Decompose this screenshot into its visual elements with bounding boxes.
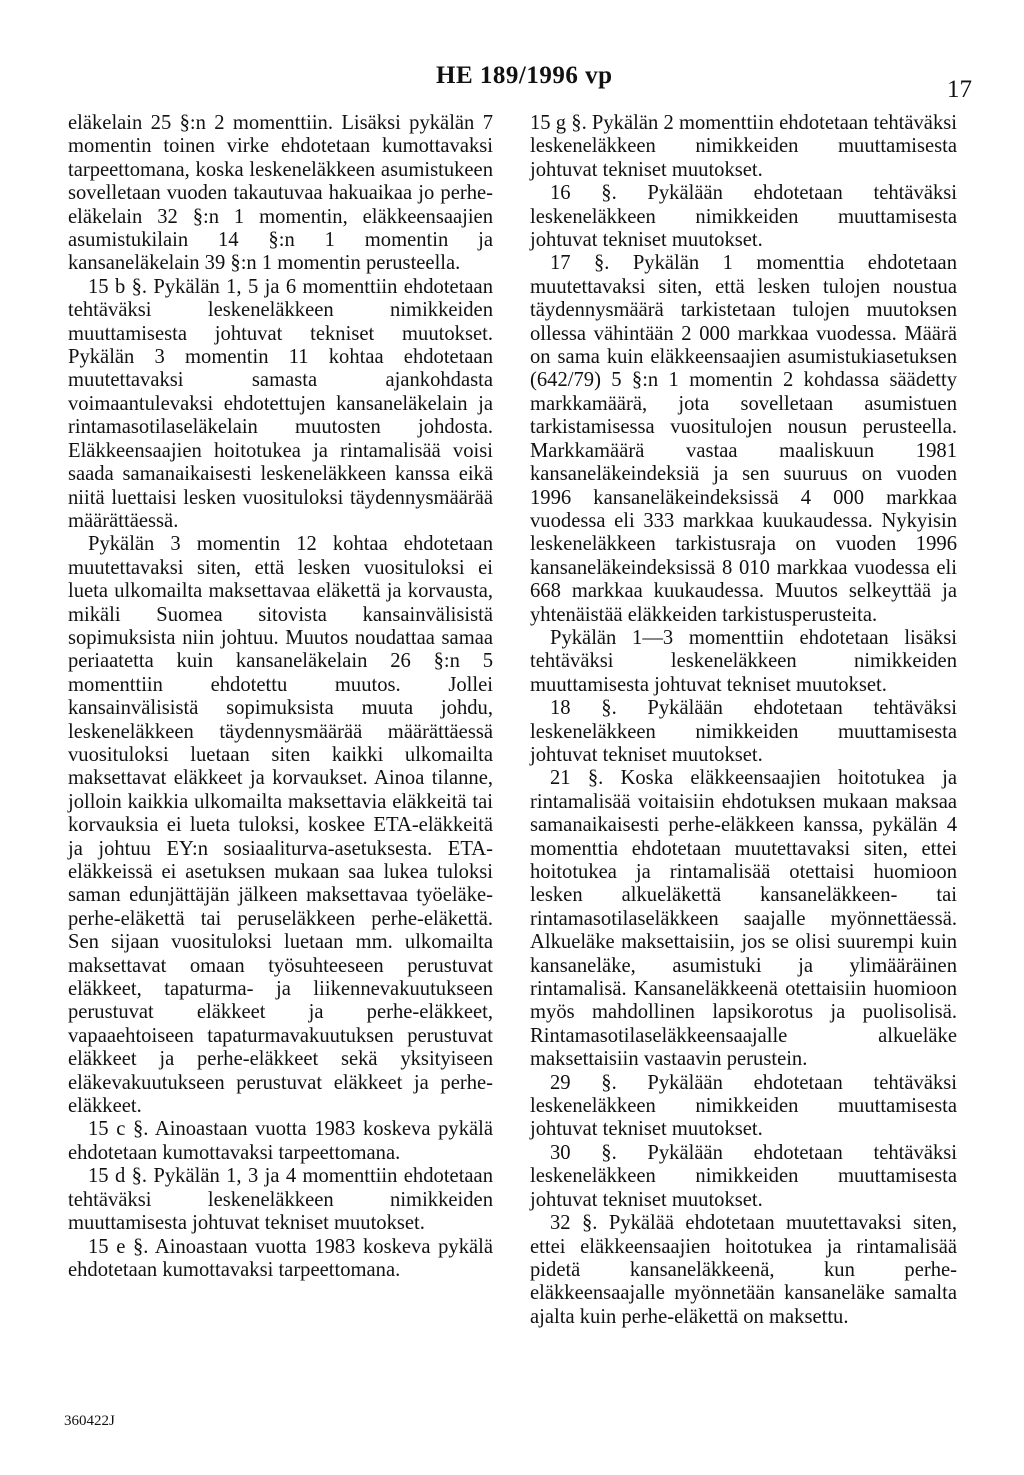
paragraph: 15 g §. Pykälän 2 momenttiin ehdotetaan tehtäväksi leskeneläkkeen nimikkeiden muuttamisesta johtuvat tekniset muutokset. <box>530 112 957 181</box>
page-number: 17 <box>947 76 972 103</box>
paragraph: 16 §. Pykälään ehdotetaan tehtäväksi leskeneläkkeen nimikkeiden muuttamisesta johtuvat tekniset muutokset. <box>530 182 957 252</box>
paragraph: eläkelain 25 §:n 2 momenttiin. Lisäksi pykälän 7 momentin toinen virke ehdotetaan kumottavaksi tarpeettomana, koska leskeneläkkeen asumistukeen sovelletaan vuoden takautuvaa hakuaikaa jo perhe-eläkelain 32 §:n 1 momentin, eläkkeensaajien asumistukilain 14 §:n 1 momentin ja kansaneläkelain 39 §:n 1 momentin perusteella. <box>68 112 493 275</box>
paragraph: Pykälän 1—3 momenttiin ehdotetaan lisäksi tehtäväksi leskeneläkkeen nimikkeiden muuttamisesta johtuvat tekniset muutokset. <box>530 626 957 696</box>
left-column <box>68 112 493 1282</box>
paragraph: 29 §. Pykälään ehdotetaan tehtäväksi leskeneläkkeen nimikkeiden muuttamisesta johtuvat tekniset muutokset. <box>530 1071 957 1141</box>
paragraph: 18 §. Pykälään ehdotetaan tehtäväksi leskeneläkkeen nimikkeiden muuttamisesta johtuvat tekniset muutokset. <box>530 697 957 766</box>
page-header <box>0 62 1024 102</box>
paragraph: 21 §. Koska eläkkeensaajien hoitotukea ja rintamalisää voitaisiin ehdotuksen mukaan maksaa samanaikaisesti perhe-eläkkeen kanssa, pykälän 4 momenttia ehdotetaan muutettavaksi siten, ettei hoitotukea ja rintamalisää otettaisi huomioon lesken alkueläkettä kansaneläkkeen- tai rintamasotilaseläkkeen saajalle myönnettäessä. Alkueläke maksettaisiin, jos se olisi suurempi kuin kansaneläke, asumistuki ja ylimääräinen rintamalisä. Kansaneläkkeenä otettaisiin huomioon myös mahdollinen lapsikorotus ja puolisolisä. Rintamasotilaseläkkeensaajalle alkueläke maksettaisiin vastaavin perustein. <box>530 767 957 1071</box>
paragraph: 15 c §. Ainoastaan vuotta 1983 koskeva pykälä ehdotetaan kumottavaksi tarpeettomana. <box>68 1118 493 1164</box>
footer-code: 360422J <box>64 1413 115 1429</box>
paragraph: 17 §. Pykälän 1 momenttia ehdotetaan muutettavaksi siten, että lesken tulojen noustua täydennysmäärä tarkistetaan tulojen muutoksen ollessa vähintään 2 000 markkaa vuodessa. Määrä on sama kuin eläkkeensaajien asumistukiasetuksen (642/79) 5 §:n 1 momentin 2 kohdassa säädetty markkamäärä, jota sovelletaan asumistuen tarkistamisessa vuositulojen nousun perusteella. Markkamäärä vastaa maaliskuun 1981 kansaneläkeindeksiä ja sen suuruus on vuoden 1996 kansaneläkeindeksissä 4 000 markkaa vuodessa eli 333 markkaa kuukaudessa. Nykyisin leskeneläkkeen tarkistusraja on vuoden 1996 kansaneläkeindeksissä 8 010 markkaa vuodessa eli 668 markkaa kuukaudessa. Muutos selkeyttää ja yhtenäistää eläkkeiden tarkistusperusteita. <box>530 252 957 626</box>
paragraph: 15 d §. Pykälän 1, 3 ja 4 momenttiin ehdotetaan tehtäväksi leskeneläkkeen nimikkeiden muuttamisesta johtuvat tekniset muutokset. <box>68 1165 493 1235</box>
paragraph: 15 b §. Pykälän 1, 5 ja 6 momenttiin ehdotetaan tehtäväksi leskeneläkkeen nimikkeiden muuttamisesta johtuvat tekniset muutokset. Pykälän 3 momentin 11 kohtaa ehdotetaan muutettavaksi samasta ajankohdasta voimaantulevaksi ehdotettujen kansaneläkelain ja rintamasotilaseläkelain muutosten johdosta. Eläkkeensaajien hoitotukea ja rintamalisää voisi saada samanaikaisesti leskeneläkkeen kanssa eikä niitä luettaisi lesken vuosituloksi täydennysmäärää määrättäessä. <box>68 275 493 532</box>
right-column <box>530 112 957 1329</box>
paragraph: 15 e §. Ainoastaan vuotta 1983 koskeva pykälä ehdotetaan kumottavaksi tarpeettomana. <box>68 1235 493 1281</box>
paragraph: 30 §. Pykälään ehdotetaan tehtäväksi leskeneläkkeen nimikkeiden muuttamisesta johtuvat tekniset muutokset. <box>530 1141 957 1211</box>
paragraph: Pykälän 3 momentin 12 kohtaa ehdotetaan muutettavaksi siten, että lesken vuosituloksi ei lueta ulkomailta maksettavaa eläkettä ja korvausta, mikäli Suomea sitovista kansainvälisistä sopimuksista niin johtuu. Muutos noudattaa samaa periaatetta kuin kansaneläkelain 26 §:n 5 momenttiin ehdotettu muutos. Jollei kansainvälisistä sopimuksista muuta johdu, leskeneläkkeen täydennysmäärää määrättäessä vuosituloksi luetaan siten kaikki ulkomailta maksettavat eläkkeet ja korvaukset. Ainoa tilanne, jolloin kaikkia ulkomailta maksettavia eläkkeitä tai korvauksia ei lueta tuloksi, koskee ETA-eläkkeitä ja johtuu EY:n sosiaaliturva-asetuksesta. ETA-eläkkeissä ei asetuksen mukaan saa lukea tuloksi saman edunjättäjän jälkeen maksettavaa työeläke-perhe-eläkettä tai peruseläkkeen perhe-eläkettä. Sen sijaan vuosituloksi luetaan mm. ulkomailta maksettavat omaan työsuhteeseen perustuvat eläkkeet, tapaturma- ja liikennevakuutukseen perustuvat eläkkeet ja perhe-eläkkeet, vapaaehtoiseen tapaturmavakuutuksen perustuvat eläkkeet ja perhe-eläkkeet sekä yksityiseen eläkevakuutukseen perustuvat eläkkeet ja perhe-eläkkeet. <box>68 533 493 1118</box>
document-id: HE 189/1996 vp <box>436 62 613 89</box>
paragraph: 32 §. Pykälää ehdotetaan muutettavaksi siten, ettei eläkkeensaajien hoitotukea ja rintamalisää pidetä kansaneläkkeenä, kun perhe-eläkkeensaajalle myönnetään kansaneläke samalta ajalta kuin perhe-eläkettä on maksettu. <box>530 1212 957 1328</box>
